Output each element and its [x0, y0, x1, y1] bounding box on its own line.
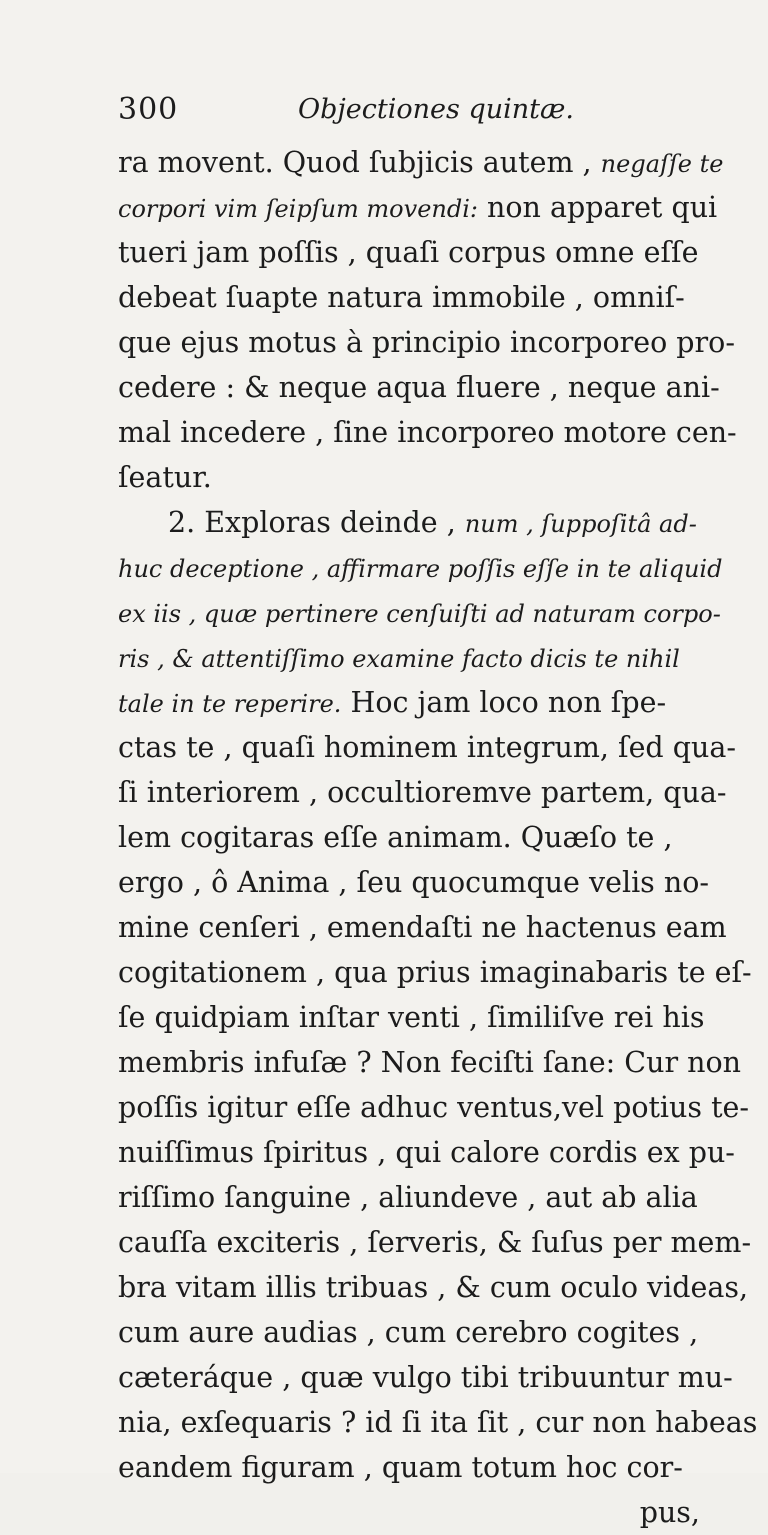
italic-text: ex iis , quæ pertinere cenſuiſti ad naturam corpo- [118, 600, 721, 628]
text-line [118, 1085, 750, 1130]
text-segment: ctas te , quaſi hominem integrum, ſed qua- [118, 731, 736, 764]
text-segment: mal incedere , ſine incorporeo motore cen- [118, 416, 737, 449]
text-segment: ſe quidpiam inſtar venti , ſimiliſve rei his [118, 1001, 705, 1034]
page-header [118, 92, 598, 132]
text-line [118, 1040, 742, 1085]
text-line [118, 1400, 758, 1445]
text-line [118, 500, 710, 545]
text-line [118, 545, 723, 590]
text-line [118, 950, 752, 995]
text-line [118, 1490, 710, 1535]
text-segment: tueri jam poſſis , quaſi corpus omne eſſe [118, 236, 699, 269]
text-line [118, 455, 710, 500]
text-line [118, 1355, 733, 1400]
text-segment: lem cogitaras eſſe animam. Quæſo te , [118, 821, 673, 854]
text-segment: nia, exſequaris ? id ſi ita ſit , cur non habeas [118, 1406, 758, 1439]
text-line [118, 1175, 710, 1220]
text-line [118, 905, 727, 950]
text-line [118, 590, 721, 635]
text-segment: nuiſſimus ſpiritus , qui calore cordis ex pu- [118, 1136, 735, 1169]
text-segment: membris infuſæ ? Non feciſti ſane: Cur non [118, 1046, 742, 1079]
text-line [118, 1265, 749, 1310]
text-line [118, 725, 736, 770]
text-line [118, 140, 724, 185]
italic-text: huc deceptione , affirmare poſſis eſſe in te aliquid [118, 555, 723, 583]
text-segment: ra movent. Quod ſubjicis autem , [118, 146, 601, 179]
text-line [118, 1445, 710, 1490]
italic-text: negaſſe te [600, 150, 724, 178]
text-line [118, 680, 710, 725]
text-line [118, 410, 737, 455]
text-line [118, 185, 718, 230]
text-segment: cæteráque , quæ vulgo tibi tribuuntur mu- [118, 1361, 733, 1394]
text-segment: ſeatur. [118, 461, 212, 494]
page-number: 300 [118, 92, 179, 127]
text-line [118, 1130, 735, 1175]
text-line [118, 230, 710, 275]
text-segment: cauſſa exciteris , ſerveris, & ſuſus per mem- [118, 1226, 752, 1259]
text-segment: ergo , ô Anima , ſeu quocumque velis no- [118, 866, 710, 899]
body-text [118, 140, 758, 1535]
text-line [118, 365, 720, 410]
text-line [118, 635, 710, 680]
text-segment: poſſis igitur eſſe adhuc ventus,vel potius te- [118, 1091, 750, 1124]
text-segment: cedere : & neque aqua fluere , neque ani- [118, 371, 720, 404]
text-segment: pus, [639, 1496, 700, 1529]
text-segment: riſſimo ſanguine , aliundeve , aut ab alia [118, 1181, 698, 1214]
text-line [118, 860, 710, 905]
text-segment: Hoc jam loco non ſpe- [341, 686, 667, 719]
text-line [118, 1310, 710, 1355]
italic-text: corpori vim ſeipſum movendi: [118, 195, 478, 223]
italic-text: num , ſuppoſitâ ad- [464, 510, 697, 538]
text-line [118, 995, 710, 1040]
text-segment: debeat ſuapte natura immobile , omniſ- [118, 281, 685, 314]
text-segment: mine cenſeri , emendaſti ne hactenus eam [118, 911, 727, 944]
text-segment: que ejus motus à principio incorporeo pro- [118, 326, 735, 359]
text-segment: bra vitam illis tribuas , & cum oculo videas, [118, 1271, 749, 1304]
text-line [118, 275, 710, 320]
italic-text: ris , & attentiſſimo examine facto dicis te nihil [118, 645, 680, 673]
text-line [118, 815, 710, 860]
text-segment: cum aure audias , cum cerebro cogites , [118, 1316, 699, 1349]
italic-text: tale in te reperire. [118, 690, 342, 718]
text-segment: non apparet qui [477, 191, 718, 224]
text-line [118, 1220, 752, 1265]
text-segment: 2. Exploras deinde , [168, 506, 465, 539]
text-segment: eandem figuram , quam totum hoc cor- [118, 1451, 683, 1484]
text-line [118, 320, 735, 365]
text-line [118, 770, 727, 815]
text-segment: cogitationem , qua prius imaginabaris te eſ- [118, 956, 752, 989]
running-title: Objectiones quintæ. [298, 94, 574, 125]
text-segment: ſi interiorem , occultioremve partem, qua- [118, 776, 727, 809]
